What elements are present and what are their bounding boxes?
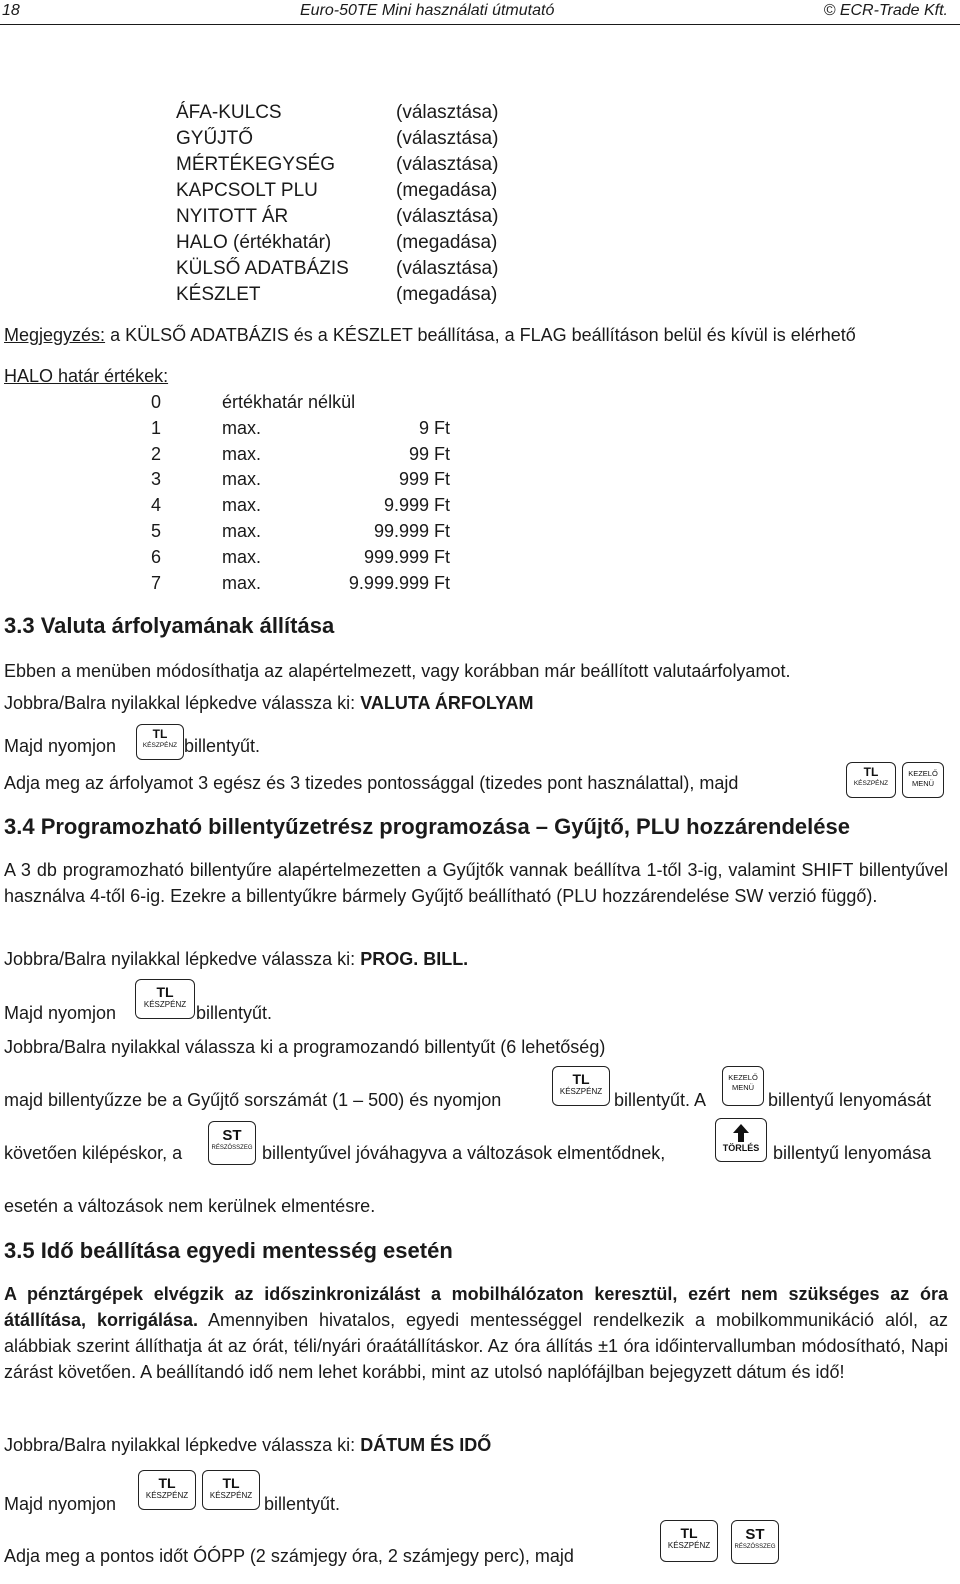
halo-value: 99.999 Ft (373, 521, 450, 541)
key-sublabel: KÉSZPÉNZ (209, 1491, 253, 1500)
key-label: ST (745, 1526, 765, 1543)
instruction-text: billentyűvel jóváhagyva a változások elmentődnek, (262, 1143, 666, 1163)
halo-index: 4 (151, 495, 162, 515)
halo-label: max. (222, 469, 262, 489)
halo-label: max. (222, 418, 262, 438)
tl-keszpenz-key (202, 1470, 260, 1510)
halo-value: 999.999 Ft (363, 547, 450, 567)
instruction-text: Jobbra/Balra nyilakkal lépkedve válassza ki: (4, 693, 361, 713)
halo-value: 9.999 Ft (383, 495, 450, 515)
paragraph: A 3 db programozható billentyűre alapértelmezetten a Gyűjtők vannak beállítva 1-től 3-ig, valamint SHIFT billentyűvel használva 4-től 6-ig. Ezekre a billentyűkre bármely Gyűjtő beállítható (PLU hozzárendelése SW verzió függő). (4, 860, 948, 906)
settings-action: (megadása) (396, 284, 498, 305)
settings-action: (megadása) (396, 232, 498, 253)
settings-name: NYITOTT ÁR (176, 206, 289, 227)
halo-index: 7 (151, 573, 162, 593)
arrow-up-icon (732, 1123, 750, 1143)
paragraph: esetén a változások nem kerülnek elmentésre. (4, 1196, 376, 1216)
settings-action: (választása) (396, 154, 499, 175)
paragraph: Adja meg az árfolyamot 3 egész és 3 tizedes pontossággal (tizedes pont használattal), majd (4, 773, 739, 793)
halo-value: 999 Ft (398, 469, 450, 489)
torles-key (715, 1118, 767, 1162)
key-label: TL (572, 1071, 590, 1087)
menu-item-name: VALUTA ÁRFOLYAM (360, 693, 534, 713)
key-sublabel: MENÜ (911, 779, 935, 788)
instruction-text: billentyű lenyomását (768, 1090, 932, 1110)
halo-label: értékhatár nélkül (222, 392, 356, 412)
halo-label: max. (222, 573, 262, 593)
halo-index: 5 (151, 521, 162, 541)
page-number: 18 (2, 2, 20, 19)
paragraph (4, 1433, 491, 1457)
settings-action: (választása) (396, 258, 499, 279)
key-label: TL (152, 727, 168, 741)
key-sublabel: KÉSZPÉNZ (853, 780, 889, 787)
body-text: Amennyiben hivatalos, egyedi mentességgel rendelkezik a mobilkommunikáció alól, az alábbiak szerint állíthatja át az órát, téli/nyári óraátállításkor. Az óra állítás ±1 óra időintervallumban módosítható, Napi zárást követően. A beállítandó idő nem lehet korábbi, mint az utolsó naplófájlban bejegyzett dátum és idő! (4, 1310, 949, 1382)
instruction-text: Majd nyomjon (4, 736, 117, 756)
halo-title: HALO határ értékek: (4, 366, 169, 386)
settings-action: (választása) (396, 128, 499, 149)
st-reszosszeg-key (208, 1121, 256, 1165)
menu-item-name: DÁTUM ÉS IDŐ (360, 1435, 492, 1455)
settings-action: (megadása) (396, 180, 498, 201)
key-label: TL (863, 765, 879, 779)
key-sublabel: KÉSZPÉNZ (142, 742, 178, 749)
document-title: Euro-50TE Mini használati útmutató (300, 2, 555, 19)
key-label: KEZELŐ (908, 769, 938, 778)
halo-value: 9.999.999 Ft (348, 573, 450, 593)
instruction-text: billentyűt. A (614, 1090, 707, 1110)
instruction-text: Jobbra/Balra nyilakkal lépkedve válassza ki: (4, 1435, 361, 1455)
key-label: TL (222, 1475, 240, 1491)
halo-value: 9 Ft (418, 418, 450, 438)
key-sublabel: KÉSZPÉNZ (145, 1491, 189, 1500)
st-reszosszeg-key (731, 1520, 779, 1564)
halo-value: 99 Ft (408, 444, 450, 464)
tl-keszpenz-key (660, 1520, 718, 1562)
kezelo-menu-key (902, 762, 944, 798)
menu-item-name: PROG. BILL. (360, 949, 469, 969)
instruction-text: Jobbra/Balra nyilakkal lépkedve válassza ki: (4, 949, 361, 969)
key-label: TL (158, 1475, 176, 1491)
halo-index: 6 (151, 547, 162, 567)
key-label: TL (680, 1525, 698, 1541)
key-sublabel: RÉSZÖSSZEG (734, 1544, 776, 1550)
instruction-text: majd billentyűzze be a Gyűjtő sorszámát (1 – 500) és nyomjon (4, 1090, 502, 1110)
key-sublabel: KÉSZPÉNZ (559, 1087, 603, 1096)
note-text: a KÜLSŐ ADATBÁZIS és a KÉSZLET beállítása, a FLAG beállításon belül és kívül is elérhető (105, 325, 856, 345)
header-rule (0, 24, 960, 25)
settings-name: KÉSZLET (176, 284, 261, 305)
note (4, 323, 856, 347)
halo-index: 2 (151, 444, 162, 464)
halo-index: 1 (151, 418, 162, 438)
instruction-text: billentyűt. (184, 736, 261, 756)
key-sublabel: RÉSZÖSSZEG (211, 1145, 253, 1151)
paragraph (4, 1281, 948, 1385)
settings-name: HALO (értékhatár) (176, 232, 332, 253)
section-heading-3-4: 3.4 Programozható billentyűzetrész programozása – Gyűjtő, PLU hozzárendelése (4, 814, 850, 839)
key-sublabel: MENÜ (731, 1083, 755, 1092)
paragraph: Jobbra/Balra nyilakkal válassza ki a programozandó billentyűt (6 lehetőség) (4, 1037, 606, 1057)
settings-name: KÜLSŐ ADATBÁZIS (176, 258, 349, 279)
key-label: KEZELŐ (728, 1073, 758, 1082)
emphasis-text: A pénztárgépek elvégzik az időszinkronizálást a mobilhálózaton keresztül, ezért nem szükséges az óra átállítása, korrigálása. (4, 1284, 948, 1330)
halo-label: max. (222, 495, 262, 515)
instruction-text: billentyűt. (264, 1494, 341, 1514)
settings-name: GYŰJTŐ (176, 128, 254, 149)
copyright: © ECR-Trade Kft. (823, 2, 948, 19)
instruction-text: Majd nyomjon (4, 1494, 117, 1514)
settings-action: (választása) (396, 102, 499, 123)
tl-keszpenz-key (846, 762, 896, 798)
halo-index: 0 (151, 392, 162, 412)
paragraph (4, 947, 468, 971)
settings-name: KAPCSOLT PLU (176, 180, 318, 201)
halo-label: max. (222, 521, 262, 541)
halo-label: max. (222, 547, 262, 567)
kezelo-menu-key (722, 1066, 764, 1106)
settings-name: ÁFA-KULCS (176, 102, 282, 123)
tl-keszpenz-key (552, 1066, 610, 1106)
key-sublabel: KÉSZPÉNZ (667, 1541, 711, 1550)
key-label: ST (222, 1127, 242, 1144)
key-sublabel: KÉSZPÉNZ (143, 1000, 187, 1009)
section-heading-3-3: 3.3 Valuta árfolyamának állítása (4, 613, 335, 638)
settings-name: MÉRTÉKEGYSÉG (176, 154, 336, 175)
tl-keszpenz-key (138, 1470, 196, 1510)
instruction-text: billentyű lenyomása (773, 1143, 932, 1163)
instruction-text: követően kilépéskor, a (4, 1143, 183, 1163)
note-label: Megjegyzés: (4, 325, 106, 345)
section-heading-3-5: 3.5 Idő beállítása egyedi mentesség esetén (4, 1238, 453, 1263)
halo-index: 3 (151, 469, 162, 489)
settings-action: (választása) (396, 206, 499, 227)
paragraph (4, 691, 534, 715)
key-label: TÖRLÉS (722, 1143, 760, 1153)
instruction-text: Majd nyomjon (4, 1003, 117, 1023)
instruction-text: billentyűt. (196, 1003, 273, 1023)
halo-label: max. (222, 444, 262, 464)
paragraph: Adja meg a pontos időt ÓÓPP (2 számjegy óra, 2 számjegy perc), majd (4, 1546, 574, 1566)
key-label: TL (156, 984, 174, 1000)
paragraph: Ebben a menüben módosíthatja az alapértelmezett, vagy korábban már beállított valutaárfolyamot. (4, 661, 791, 681)
tl-keszpenz-key (135, 979, 195, 1019)
tl-keszpenz-key (136, 724, 184, 760)
